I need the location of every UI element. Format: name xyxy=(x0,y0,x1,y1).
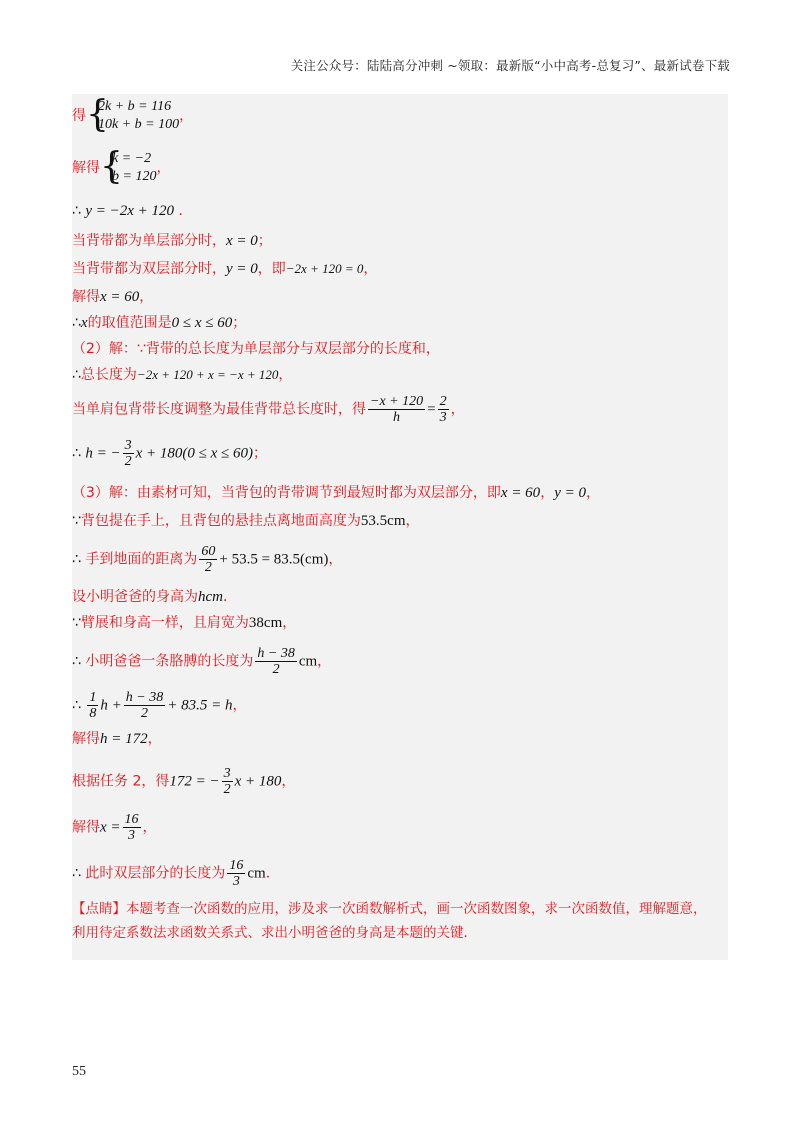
text: ，即 xyxy=(257,261,286,277)
numerator: h − 38 xyxy=(125,690,164,705)
math: 53.5cm xyxy=(360,513,406,529)
therefore-symbol: ∴ xyxy=(72,697,81,714)
math: y = 0 xyxy=(554,485,586,501)
line-21 xyxy=(72,812,157,843)
fraction xyxy=(87,690,98,721)
math: x = 60 xyxy=(100,289,140,305)
equation: k = −2 xyxy=(112,151,152,166)
text: 总长度为 xyxy=(80,367,137,383)
denominator: h xyxy=(393,410,401,425)
math: h = − xyxy=(85,445,121,462)
fraction xyxy=(123,812,141,843)
text: 臂展和身高一样，且肩宽为 xyxy=(80,615,249,631)
numerator: 60 xyxy=(201,544,216,559)
text: 背包提在手上，且背包的悬挂点离地面高度为 xyxy=(80,513,361,529)
text: ， xyxy=(450,401,465,418)
math: y = −2x + 120 xyxy=(85,203,175,219)
text: 【点睛】本题考查一次函数的应用，涉及求一次函数解析式，画一次函数图象，求一次函数值，理解题意， xyxy=(72,901,707,917)
brace-icon: { xyxy=(100,146,123,187)
text: ， xyxy=(139,289,154,305)
therefore-symbol: ∴ xyxy=(72,865,81,882)
denominator: 2 xyxy=(204,560,212,575)
math: x = 0 xyxy=(226,233,258,249)
text: （2）解：∵背带的总长度为单层部分与双层部分的长度和， xyxy=(72,341,440,357)
text: ； xyxy=(253,445,268,462)
text: ． xyxy=(265,865,280,882)
math: 38cm xyxy=(248,615,283,631)
equation-system xyxy=(86,94,180,135)
math: = xyxy=(427,401,436,418)
math: cm xyxy=(247,865,266,882)
page-number: 55 xyxy=(72,1064,86,1079)
line-23-comment xyxy=(72,900,707,918)
math: −2x + 120 = 0 xyxy=(285,261,364,276)
numerator: 16 xyxy=(229,858,244,873)
therefore-symbol: ∴ xyxy=(72,445,81,462)
text: 利用待定系数法求函数关系式、求出小明爸爸的身高是本题的关键． xyxy=(72,925,477,941)
line-system-1 xyxy=(72,94,194,135)
denominator: 2 xyxy=(124,454,132,469)
line-24-comment xyxy=(72,924,477,942)
text: ． xyxy=(223,589,237,605)
fraction xyxy=(222,766,233,797)
math: (0 ≤ x ≤ 60) xyxy=(182,445,254,462)
line-5 xyxy=(72,260,377,278)
text: 根据任务 2，得 xyxy=(72,773,170,790)
math: h + xyxy=(100,697,122,714)
equation: 2k + b = 116 xyxy=(98,99,172,114)
therefore-symbol: ∴ xyxy=(72,367,81,383)
text: 的取值范围是 xyxy=(87,315,172,331)
line-9 xyxy=(72,366,292,384)
math: 0 ≤ x ≤ 60 xyxy=(171,315,233,331)
numerator: 3 xyxy=(223,766,231,781)
text: ， xyxy=(179,108,194,124)
text: 解得 xyxy=(72,731,100,747)
because-symbol: ∵ xyxy=(72,615,81,631)
text: ． xyxy=(178,203,193,219)
text: ， xyxy=(281,773,296,790)
text: 当背带都为单层部分时， xyxy=(72,233,226,249)
text: ， xyxy=(282,615,297,631)
text: 解得 xyxy=(72,160,100,176)
numerator: −x + 120 xyxy=(370,394,424,409)
text: （3）解：由素材可知，当背包的背带调节到最短时都为双层部分，即 xyxy=(72,485,501,501)
line-7 xyxy=(72,314,246,332)
math: hcm xyxy=(198,589,223,605)
line-13 xyxy=(72,512,420,530)
text: ； xyxy=(232,315,247,331)
math: x = xyxy=(100,819,121,836)
line-16 xyxy=(72,614,296,632)
numerator: 2 xyxy=(439,394,447,409)
text: ， xyxy=(156,160,171,176)
math: + 53.5 = 83.5(cm) xyxy=(219,551,329,568)
math: cm xyxy=(298,653,318,670)
text: ； xyxy=(257,233,272,249)
therefore-symbol: ∴ xyxy=(72,315,81,331)
numerator: h − 38 xyxy=(257,646,295,661)
fraction xyxy=(199,544,217,575)
text: 小明爸爸一条胳膊的长度为 xyxy=(85,653,254,670)
equation: 10k + b = 100 xyxy=(98,117,180,132)
denominator: 2 xyxy=(223,782,231,797)
text: ， xyxy=(363,261,378,277)
text: 解得 xyxy=(72,289,100,305)
text: 当单肩包背带长度调整为最佳背带总长度时，得 xyxy=(72,401,366,418)
because-symbol: ∵ xyxy=(72,513,81,529)
line-19 xyxy=(72,730,162,748)
text: 当背带都为双层部分时， xyxy=(72,261,226,277)
text: 解得 xyxy=(72,819,100,836)
denominator: 8 xyxy=(89,706,97,721)
line-15 xyxy=(72,588,237,606)
text: ， xyxy=(585,485,600,501)
line-17 xyxy=(72,646,331,677)
math: y = 0 xyxy=(226,261,258,277)
therefore-symbol: ∴ xyxy=(72,203,81,219)
fraction xyxy=(368,394,425,425)
therefore-symbol: ∴ xyxy=(72,551,81,568)
fraction xyxy=(124,690,165,721)
fraction xyxy=(255,646,296,677)
denominator: 2 xyxy=(140,706,148,721)
text: 此时双层部分的长度为 xyxy=(85,865,226,882)
line-18 xyxy=(72,690,246,721)
line-12 xyxy=(72,484,600,502)
line-22 xyxy=(72,858,280,889)
math: x + 180 xyxy=(234,773,282,790)
numerator: 16 xyxy=(124,812,139,827)
numerator: 1 xyxy=(89,690,97,705)
math: x + 180 xyxy=(135,445,183,462)
fraction xyxy=(123,438,134,469)
equation: b = 120 xyxy=(112,169,157,184)
equation-system xyxy=(100,146,157,187)
line-11 xyxy=(72,438,267,469)
line-system-2 xyxy=(72,146,171,187)
denominator: 3 xyxy=(232,874,240,889)
denominator: 2 xyxy=(272,662,280,677)
line-6 xyxy=(72,288,153,306)
text: ， xyxy=(232,697,247,714)
text: ， xyxy=(405,513,420,529)
text: ， xyxy=(328,551,343,568)
math: + 83.5 = h xyxy=(167,697,233,714)
line-10 xyxy=(72,394,465,425)
text: ， xyxy=(147,731,162,747)
math: h = 172 xyxy=(100,731,148,747)
text: ， xyxy=(317,653,332,670)
page-header: 关注公众号：陆陆高分冲刺 ~领取：最新版“小中高考-总复习”、最新试卷下载 xyxy=(290,58,730,73)
text: 手到地面的距离为 xyxy=(85,551,198,568)
numerator: 3 xyxy=(124,438,132,453)
text: ， xyxy=(540,485,555,501)
text: 设小明爸爸的身高为 xyxy=(72,589,198,605)
fraction xyxy=(227,858,245,889)
line-8 xyxy=(72,340,440,358)
fraction xyxy=(438,394,449,425)
text: ， xyxy=(278,367,293,383)
line-4 xyxy=(72,232,272,250)
math: 172 = − xyxy=(169,773,220,790)
line-14 xyxy=(72,544,342,575)
math: −2x + 120 + x = −x + 120 xyxy=(136,367,279,382)
text: 得 xyxy=(72,108,86,124)
math: x = 60 xyxy=(500,485,541,501)
denominator: 3 xyxy=(439,410,447,425)
denominator: 3 xyxy=(128,828,136,843)
text: ， xyxy=(142,819,157,836)
line-3 xyxy=(72,202,193,220)
math: x xyxy=(80,315,88,331)
line-20 xyxy=(72,766,295,797)
therefore-symbol: ∴ xyxy=(72,653,81,670)
brace-icon: { xyxy=(86,94,109,135)
